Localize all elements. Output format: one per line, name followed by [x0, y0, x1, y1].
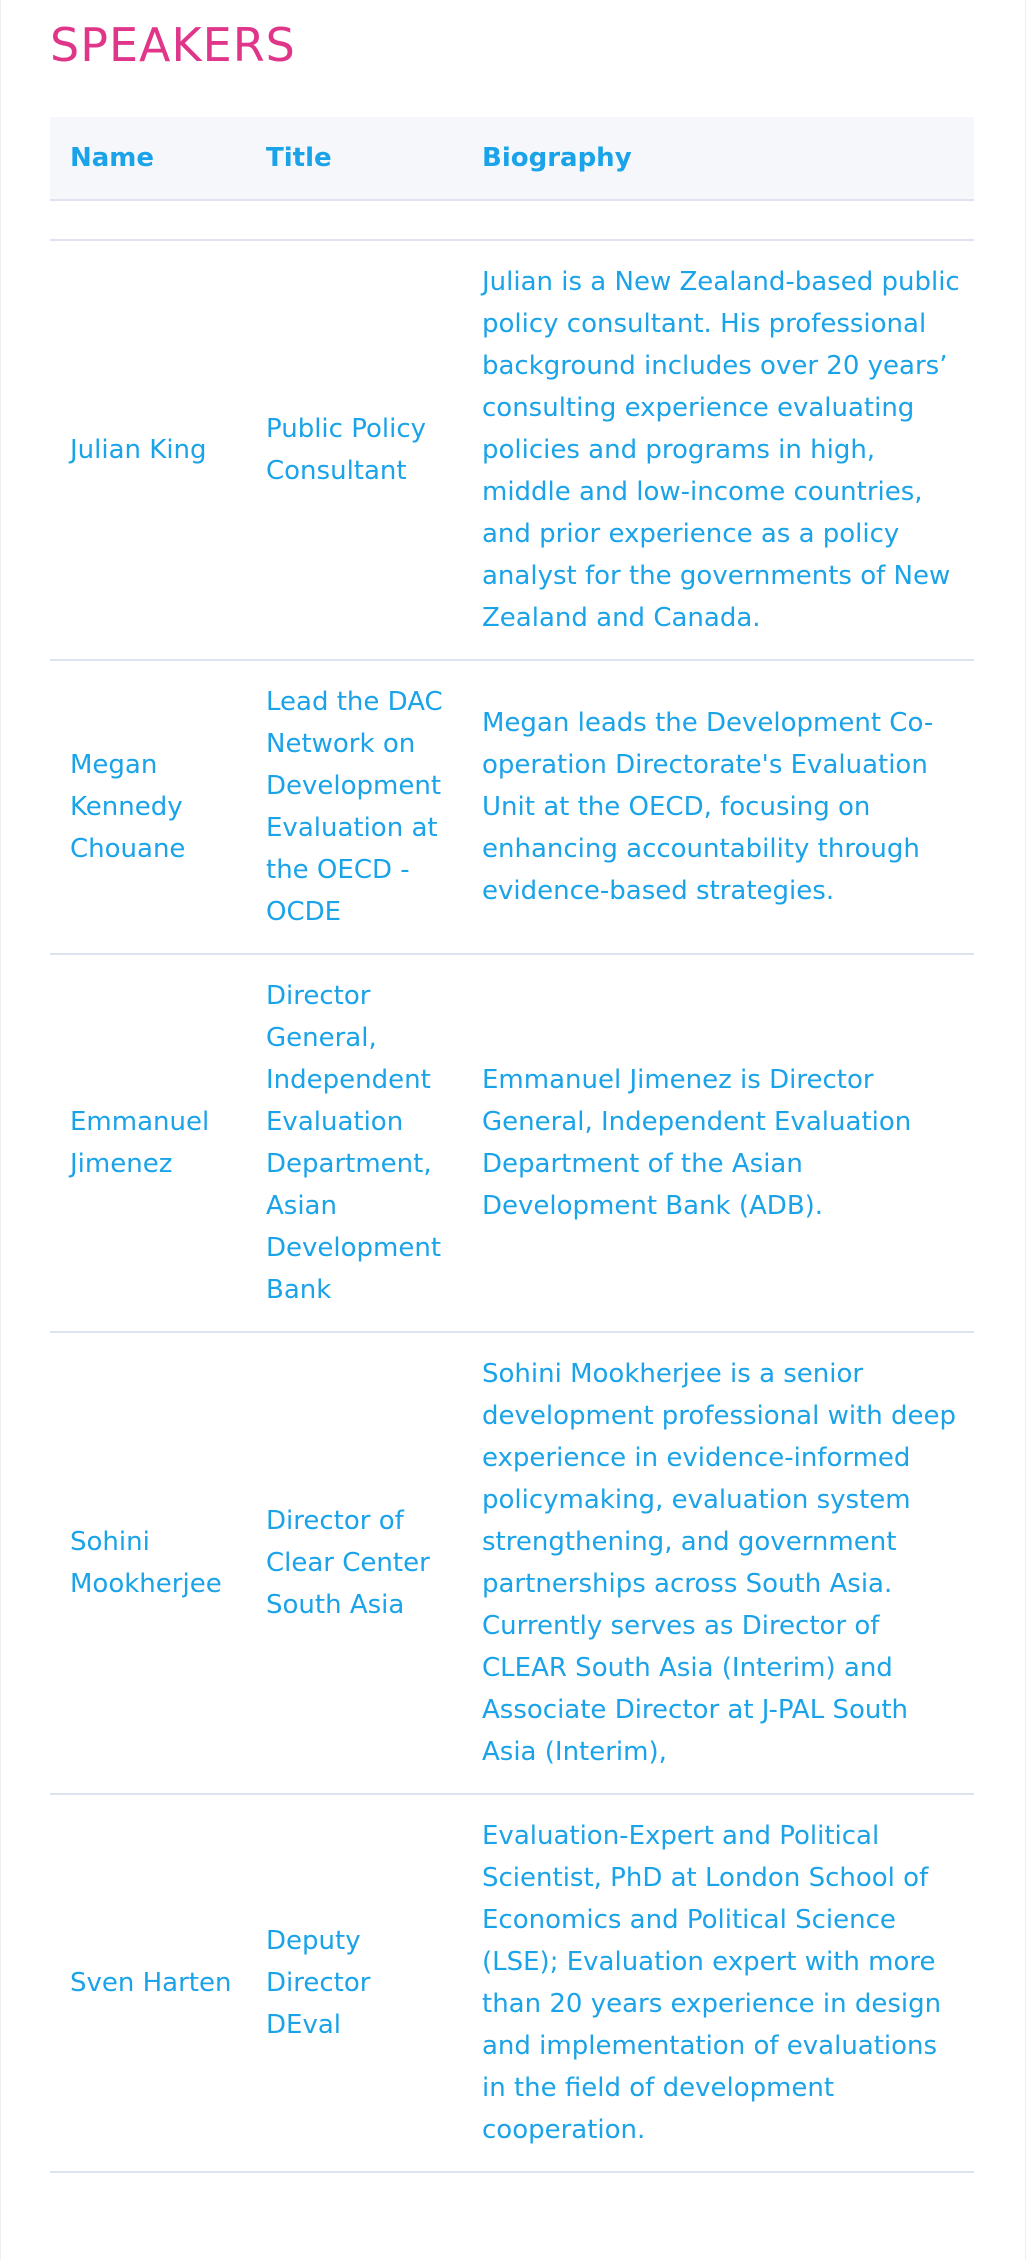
- speaker-biography: Julian is a New Zealand-based public policy consultant. His professional background includes over 20 years’ consulting experience evaluating policies and programs in high, middle and low-income countries, and prior experience as a policy analyst for the governments of New Zealand and Canada.: [462, 240, 974, 660]
- table-row: [50, 1794, 974, 2172]
- speaker-biography: Evaluation-Expert and Political Scientist, PhD at London School of Economics and Political Science (LSE); Evaluation expert with more than 20 years experience in design and implementation of evaluations in the field of development cooperation.: [462, 1794, 974, 2172]
- speaker-biography: Megan leads the Development Co-operation Directorate's Evaluation Unit at the OECD, focusing on enhancing accountability through evidence-based strategies.: [462, 660, 974, 954]
- speaker-name: Sohini Mookherjee: [50, 1332, 246, 1794]
- table-row: [50, 1332, 974, 1794]
- speaker-biography: Emmanuel Jimenez is Director General, Independent Evaluation Department of the Asian Development Bank (ADB).: [462, 954, 974, 1332]
- column-header-title: Title: [246, 117, 462, 200]
- empty-cell: [50, 200, 246, 240]
- speaker-title: Director of Clear Center South Asia: [246, 1332, 462, 1794]
- speaker-name: Sven Harten: [50, 1794, 246, 2172]
- empty-row: [50, 200, 974, 240]
- empty-cell: [462, 200, 974, 240]
- speaker-name: Julian King: [50, 240, 246, 660]
- speaker-title: Deputy Director DEval: [246, 1794, 462, 2172]
- speaker-biography: Sohini Mookherjee is a senior development professional with deep experience in evidence-informed policymaking, evaluation system strengthening, and government partnerships across South Asia. Currently serves as Director of CLEAR South Asia (Interim) and Associate Director at J-PAL South Asia (Interim),: [462, 1332, 974, 1794]
- speaker-title: Public Policy Consultant: [246, 240, 462, 660]
- speakers-table: [50, 117, 974, 2173]
- speaker-title: Lead the DAC Network on Development Evaluation at the OECD - OCDE: [246, 660, 462, 954]
- column-header-name: Name: [50, 117, 246, 200]
- table-row: [50, 660, 974, 954]
- table-row: [50, 240, 974, 660]
- page-title: SPEAKERS: [50, 18, 296, 72]
- table-header-row: [50, 117, 974, 200]
- speaker-name: Megan Kennedy Chouane: [50, 660, 246, 954]
- empty-cell: [246, 200, 462, 240]
- speakers-table-container: [50, 117, 974, 2173]
- speaker-title: Director General, Independent Evaluation Department, Asian Development Bank: [246, 954, 462, 1332]
- speaker-name: Emmanuel Jimenez: [50, 954, 246, 1332]
- column-header-biography: Biography: [462, 117, 974, 200]
- table-row: [50, 954, 974, 1332]
